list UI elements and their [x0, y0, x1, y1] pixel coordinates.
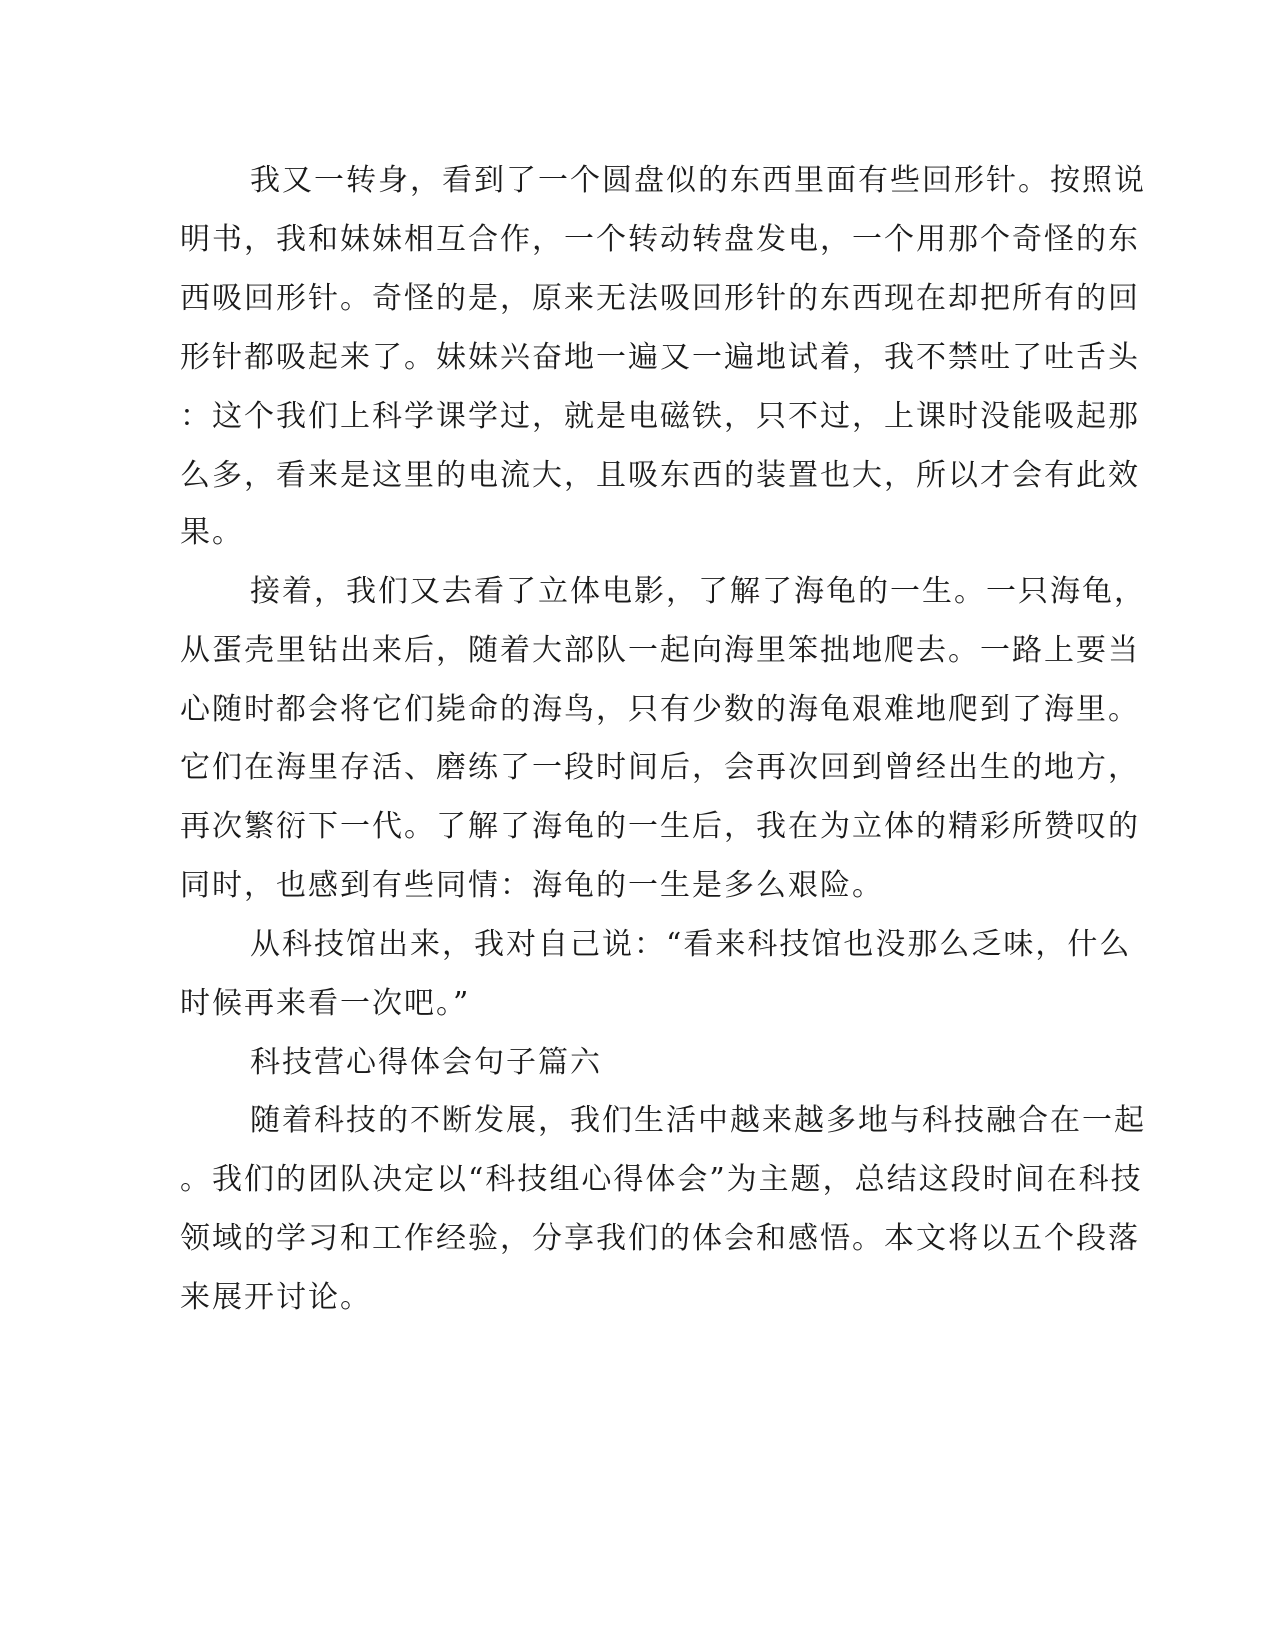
- text-line: 西吸回形针。奇怪的是，原来无法吸回形针的东西现在却把所有的回: [180, 281, 1140, 316]
- section-heading: 科技营心得体会句子篇六: [250, 1045, 602, 1080]
- text-line: 果。: [180, 515, 244, 550]
- text-line: 么多，看来是这里的电流大，且吸东西的装置也大，所以才会有此效: [180, 458, 1140, 493]
- text-line: 同时，也感到有些同情：海龟的一生是多么艰险。: [180, 868, 884, 903]
- text-line: 形针都吸起来了。妹妹兴奋地一遍又一遍地试着，我不禁吐了吐舌头: [180, 340, 1140, 375]
- text-line: 来展开讨论。: [180, 1280, 372, 1315]
- text-line: 从科技馆出来，我对自己说：“看来科技馆也没那么乏味，什么: [250, 927, 1132, 962]
- text-line: 接着，我们又去看了立体电影，了解了海龟的一生。一只海龟，: [250, 574, 1146, 609]
- text-line: 领域的学习和工作经验，分享我们的体会和感悟。本文将以五个段落: [180, 1221, 1140, 1256]
- text-line: 它们在海里存活、磨练了一段时间后，会再次回到曾经出生的地方，: [180, 750, 1140, 785]
- text-line: 时候再来看一次吧。”: [180, 986, 471, 1021]
- text-line: 我又一转身，看到了一个圆盘似的东西里面有些回形针。按照说: [250, 163, 1146, 198]
- text-line: 心随时都会将它们毙命的海鸟，只有少数的海龟艰难地爬到了海里。: [180, 692, 1140, 727]
- text-line: 从蛋壳里钻出来后，随着大部队一起向海里笨拙地爬去。一路上要当: [180, 633, 1140, 668]
- text-line: ：这个我们上科学课学过，就是电磁铁，只不过，上课时没能吸起那: [180, 399, 1140, 434]
- text-line: 明书，我和妹妹相互合作，一个转动转盘发电，一个用那个奇怪的东: [180, 222, 1140, 257]
- text-line: 随着科技的不断发展，我们生活中越来越多地与科技融合在一起: [250, 1103, 1146, 1138]
- text-line: 再次繁衍下一代。了解了海龟的一生后，我在为立体的精彩所赞叹的: [180, 809, 1140, 844]
- text-line: 。我们的团队决定以“科技组心得体会”为主题，总结这段时间在科技: [180, 1162, 1143, 1197]
